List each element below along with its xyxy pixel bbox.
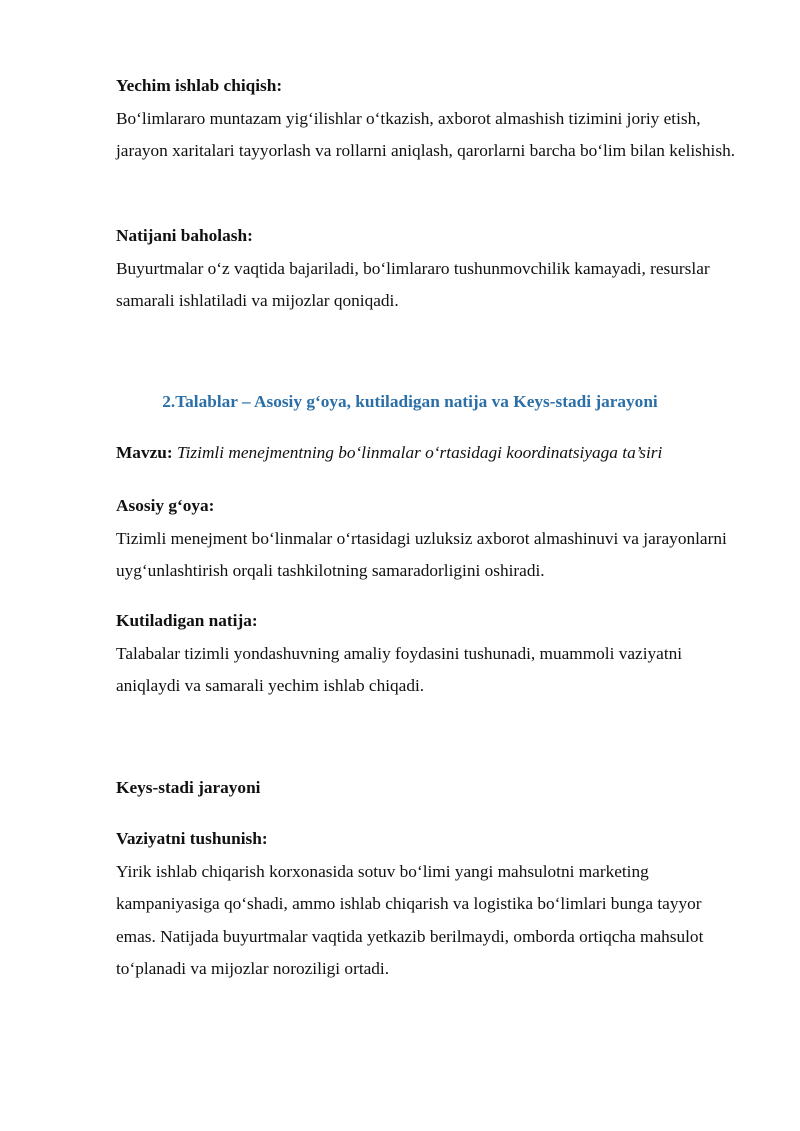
case-study-title: Keys-stadi jarayoni — [116, 778, 261, 797]
solution-text: Bo‘limlararo muntazam yig‘ilishlar o‘tkazish, axborot almashish tizimini joriy etish, jarayon xaritalari tayyorlash va rollarni aniqlash, qarorlarni barcha bo‘lim bilan kelishish. — [116, 108, 736, 160]
situation-text: Yirik ishlab chiqarish korxonasida sotuv bo‘limi yangi mahsulotni marketing kampaniyasiga qo‘shadi, ammo ishlab chiqarish va logistika bo‘limlari bunga tayyor emas. Natijada buyurtmalar vaqtida yetkazib berilmaydi, omborda ortiqcha mahsulot to‘planadi va mijozlar noroziligi ortadi. — [116, 861, 704, 978]
solution-section — [116, 70, 740, 168]
evaluation-heading: Natijani baholash: — [116, 226, 253, 245]
main-idea-section — [116, 490, 740, 588]
solution-heading: Yechim ishlab chiqish: — [116, 76, 283, 95]
evaluation-section — [116, 220, 740, 318]
expected-result-heading: Kutiladigan natija: — [116, 611, 258, 630]
case-study-title-block — [116, 772, 740, 805]
expected-result-section — [116, 605, 740, 703]
main-idea-text: Tizimli menejment bo‘linmalar o‘rtasidagi uzluksiz axborot almashinuvi va jarayonlarni uyg‘unlashtirish orqali tashkilotning samaradorligini oshiradi. — [116, 528, 727, 580]
situation-section — [116, 823, 740, 986]
expected-result-text: Talabalar tizimli yondashuvning amaliy foydasini tushunadi, muammoli vaziyatni aniqlaydi va samarali yechim ishlab chiqadi. — [116, 643, 683, 695]
situation-heading: Vaziyatni tushunish: — [116, 829, 268, 848]
main-idea-heading: Asosiy g‘oya: — [116, 496, 215, 515]
topic-label: Mavzu: — [116, 443, 173, 462]
evaluation-text: Buyurtmalar o‘z vaqtida bajariladi, bo‘limlararo tushunmovchilik kamayadi, resurslar samarali ishlatiladi va mijozlar qoniqadi. — [116, 258, 710, 310]
topic-line — [116, 437, 740, 470]
topic-text: Tizimli menejmentning bo‘linmalar o‘rtasidagi koordinatsiyaga ta’siri — [176, 443, 663, 462]
section-title: 2.Talablar – Asosiy g‘oya, kutiladigan natija va Keys-stadi jarayoni — [162, 392, 658, 411]
